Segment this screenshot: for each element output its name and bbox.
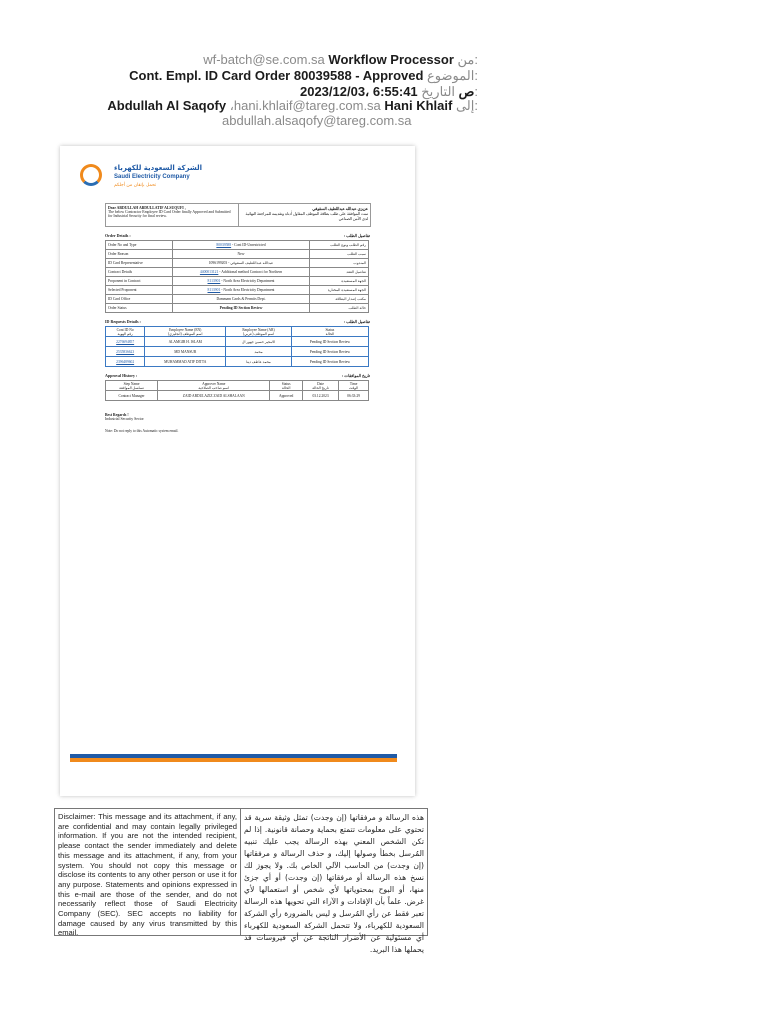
from-email[interactable]: wf-batch@se.com.sa <box>203 52 325 67</box>
name-en-cell: MD MANSUR <box>145 347 226 357</box>
order-value-text: - North Area Electricity Department <box>220 279 275 283</box>
order-row <box>106 250 369 259</box>
order-value-text: عبدالله عبداللطيف السقوفي - 1096199203 <box>208 261 274 265</box>
approval-header-en: Date <box>317 381 324 386</box>
order-label-ar: المندوب <box>310 259 369 268</box>
order-label-ar: الجهة المستفيدة <box>310 277 369 286</box>
approval-header-ar: الوقت <box>348 385 359 390</box>
approval-header-ar: تسلسل الموافقة <box>119 385 144 390</box>
sec-logo-icon <box>80 164 102 186</box>
from-label: من: <box>457 52 478 67</box>
order-value-text: - Additional method Contract for Northern <box>218 270 283 274</box>
order-label: Order No and Type <box>106 241 173 250</box>
auto-note: Note: Do not reply to this Automatic system email. <box>105 429 179 433</box>
order-label-ar: سبب الطلب <box>310 250 369 259</box>
date-label: التاريخ: <box>421 84 478 99</box>
order-row <box>106 286 369 295</box>
approval-header-ar: اسم صاحب الصلاحية <box>198 385 230 390</box>
order-details-table <box>105 240 369 313</box>
id-header <box>145 327 226 337</box>
approval-en: Approval History : <box>105 373 138 378</box>
id-requests-en: ID Requests Details : <box>105 319 141 324</box>
status-cell: Pending ID Section Review <box>291 337 368 347</box>
approval-header-en: Time <box>349 381 358 386</box>
order-value <box>173 295 310 304</box>
id-header-en: Employee Name (AR) <box>242 327 275 332</box>
to-sep: ، <box>229 98 234 113</box>
logo-english: Saudi Electricity Company <box>114 174 190 180</box>
order-details-en: Order Details : <box>105 233 131 238</box>
order-link[interactable]: 4400013121 <box>199 270 219 274</box>
to-name1: Hani Khlaif <box>384 98 453 113</box>
order-link[interactable]: 8113901 <box>207 279 221 283</box>
id-header-en: Employee Name (EN) <box>169 327 202 332</box>
approval-header-en: Status <box>281 381 291 386</box>
best-regards: Best Regards ! <box>105 413 129 417</box>
logo-arabic: الشركة السعودية للكهرباء <box>114 164 203 172</box>
to-email2[interactable]: abdullah.alsaqofy@tareg.com.sa <box>222 113 412 128</box>
name-en-cell: MUHAMMAD ATIF DITTA <box>145 357 226 367</box>
order-value-text: Pending ID Section Review <box>219 306 263 310</box>
order-value <box>173 277 310 286</box>
name-ar-cell: الامجير حسين جهور ال <box>226 337 292 347</box>
from-name: Workflow Processor <box>328 52 454 67</box>
id-cell <box>106 337 145 347</box>
greeting-ar-title: عزيزي عبدالله عبداللطيف السقوفي <box>312 207 368 211</box>
order-link[interactable]: 80039588 <box>216 243 232 247</box>
order-label: Selected Proponent <box>106 286 173 295</box>
step-cell: Contract Manager <box>106 391 158 401</box>
order-value-text: Dammam Cards & Permits Dept. <box>216 297 266 301</box>
approval-header <box>302 381 338 391</box>
order-details-heading <box>105 233 370 238</box>
id-header-en: Status <box>325 327 335 332</box>
id-header <box>106 327 145 337</box>
footer-bar-orange <box>70 758 397 762</box>
to-row <box>28 98 478 114</box>
greeting-box <box>105 203 371 227</box>
name-ar-cell: محمد <box>226 347 292 357</box>
order-value <box>173 304 310 313</box>
order-row <box>106 241 369 250</box>
approval-row <box>106 391 369 401</box>
order-label-ar: مكتب إصدار البطاقة <box>310 295 369 304</box>
order-value <box>173 259 310 268</box>
order-row <box>106 304 369 313</box>
subject-label: الموضوع: <box>427 68 478 83</box>
id-link[interactable]: 2396489602 <box>116 359 135 364</box>
regards-block <box>105 413 370 421</box>
order-row <box>106 277 369 286</box>
id-cell <box>106 347 145 357</box>
email-document-image <box>60 146 415 796</box>
greeting-ar <box>238 204 371 226</box>
order-link[interactable]: 8113901 <box>207 288 221 292</box>
approval-header-ar: الحالة <box>281 385 291 390</box>
to-email1[interactable]: hani.khlaif@tareg.com.sa <box>233 98 381 113</box>
approval-table <box>105 380 369 401</box>
order-label: Proponent in Contract <box>106 277 173 286</box>
order-value <box>173 241 310 250</box>
order-value-text: - Cont ID-Unrestricted <box>231 243 266 247</box>
order-label: Order Reason <box>106 250 173 259</box>
greeting-en-text: The below Contractor Employee ID Card Order finally Approved and Submitted for Industrial Security for final review. <box>108 210 231 218</box>
order-label-ar: الجهة المستفيدة المختارة <box>310 286 369 295</box>
greeting-en <box>106 204 238 226</box>
approval-header-en: Step Name <box>123 381 140 386</box>
id-row <box>106 357 369 367</box>
to-label: إلى: <box>455 98 478 113</box>
id-requests-heading <box>105 319 370 324</box>
order-details-ar: تفاصيل الطلب : <box>343 233 370 238</box>
approval-header <box>158 381 270 391</box>
subject-row <box>28 68 478 84</box>
order-row <box>106 268 369 277</box>
order-value <box>173 286 310 295</box>
id-header-en: Cont ID No <box>116 327 134 332</box>
order-label-ar: تفاصيل العقد <box>310 268 369 277</box>
approval-heading <box>105 373 370 378</box>
id-cell <box>106 357 145 367</box>
order-value <box>173 268 310 277</box>
approval-date-cell: 03.12.2023 <box>302 391 338 401</box>
order-value <box>173 250 310 259</box>
id-requests-ar: تفاصيل الطلب : <box>343 319 370 324</box>
order-label: ID Card Representative <box>106 259 173 268</box>
order-label: Contract Details <box>106 268 173 277</box>
order-label: Order Status <box>106 304 173 313</box>
logo-tagline: تحمل بإتقان من أجلكم <box>114 183 157 188</box>
order-row <box>106 259 369 268</box>
approval-header <box>106 381 158 391</box>
approval-header <box>270 381 302 391</box>
disclaimer-ar: هذه الرسالة و مرفقاتها (إن وجدت) تمثل وثيقة سرية قد تحتوي على معلومات تتمتع بحماية وحصانة قانونية. إذا لم تكن الشخص المعني بهذه الرسالة يجب عليك تنبيه المُرسل بخطأ وصولها إليك، و حذف الرسالة و مرفقاتها (إن وجدت) من الحاسب الآلي الخاص بك. ولا يجوز لك نسخ هذه الرسالة أو مرفقاتها (إن وجدت) أو أي جزئ منها، أو البوح بمحتوياتها لأي شخص أو استعمالها لأي غرض. علماً بأن الإفادات و الآراء التي تحويها هذه الرسالة تعبر فقط عن رأي المُرسل و ليس بالضرورة رأي الشركة السعودية للكهرباء، ولا تتحمل الشركة السعودية للكهرباء أي مسئولية عن الأضرار الناتجة عن أي فيروسات قد يحملها هذا البريد. <box>244 813 424 954</box>
id-link[interactable]: 2535836623 <box>116 349 135 354</box>
status-cell: Pending ID Section Review <box>291 347 368 357</box>
approval-status-cell: Approved <box>270 391 302 401</box>
approval-header-ar: تاريخ الحالة <box>312 385 329 390</box>
order-row <box>106 295 369 304</box>
status-cell: Pending ID Section Review <box>291 357 368 367</box>
to-name2: Abdullah Al Saqofy <box>107 98 227 113</box>
name-en-cell: ALAMGIR H. ISLAM <box>145 337 226 347</box>
id-row <box>106 347 369 357</box>
id-row <box>106 337 369 347</box>
signature: Industrial Security Sector <box>105 417 144 421</box>
id-requests-table <box>105 326 369 367</box>
disclaimer-box <box>54 808 428 954</box>
order-label-ar: حالة الطلب <box>310 304 369 313</box>
approval-header-en: Approver Name <box>202 381 226 386</box>
greeting-en-title: Dear ABDULLAH ABDULLATIF ALSUQUFI , <box>108 206 186 210</box>
id-header-ar: رقم الهوية <box>117 331 133 336</box>
email-body <box>105 203 370 433</box>
order-value-text: - North Area Electricity Department <box>220 288 275 292</box>
from-row <box>28 52 478 68</box>
id-header <box>226 327 292 337</box>
id-header <box>291 327 368 337</box>
name-ar-cell: محمد عاطف ديتا <box>226 357 292 367</box>
approval-time-cell: 06:33:29 <box>339 391 369 401</box>
greeting-ar-text: تمت الموافقة على طلب بطاقة الموظف المقاول أدناه وتقديمه للمراجعة النهائية لدى الأمن الصناعي <box>245 212 368 221</box>
approval-header <box>339 381 369 391</box>
id-link[interactable]: 2276694857 <box>116 339 135 344</box>
subject-text: Cont. Empl. ID Card Order 80039588 - Approved <box>129 68 424 83</box>
id-header-ar: اسم الموظف (انجليزي) <box>167 331 203 336</box>
date-text: 2023/12/03، 6:55:41 ص <box>299 84 475 99</box>
order-label-ar: رقم الطلب ونوع الطلب <box>310 241 369 250</box>
id-header-ar: الحالة <box>325 331 335 336</box>
approval-ar: تاريخ الموافقات : <box>341 373 370 378</box>
id-header-ar: اسم الموظف (عربي) <box>242 331 275 336</box>
order-value-text: New <box>237 252 245 256</box>
sec-logo <box>80 164 220 192</box>
approver-cell: ZAID ABDULAZIZ ZAID ALSHALAAN <box>158 391 270 401</box>
disclaimer-en: Disclaimer: This message and its attachment, if any, are confidential and may contain legally privileged information. If you are not the intended recipient, please contact the sender immediately and delete this message and its attachment, if any, from your system. You should not copy this message or disclose its contents to any other person or use it for any purpose. Statements and opinions expressed in this e-mail are those of the sender, and do not necessarily reflect those of Saudi Electricity Company (SEC). SEC accepts no liability for damage caused by any virus transmitted by this email. <box>55 809 241 935</box>
order-label: ID Card Office <box>106 295 173 304</box>
